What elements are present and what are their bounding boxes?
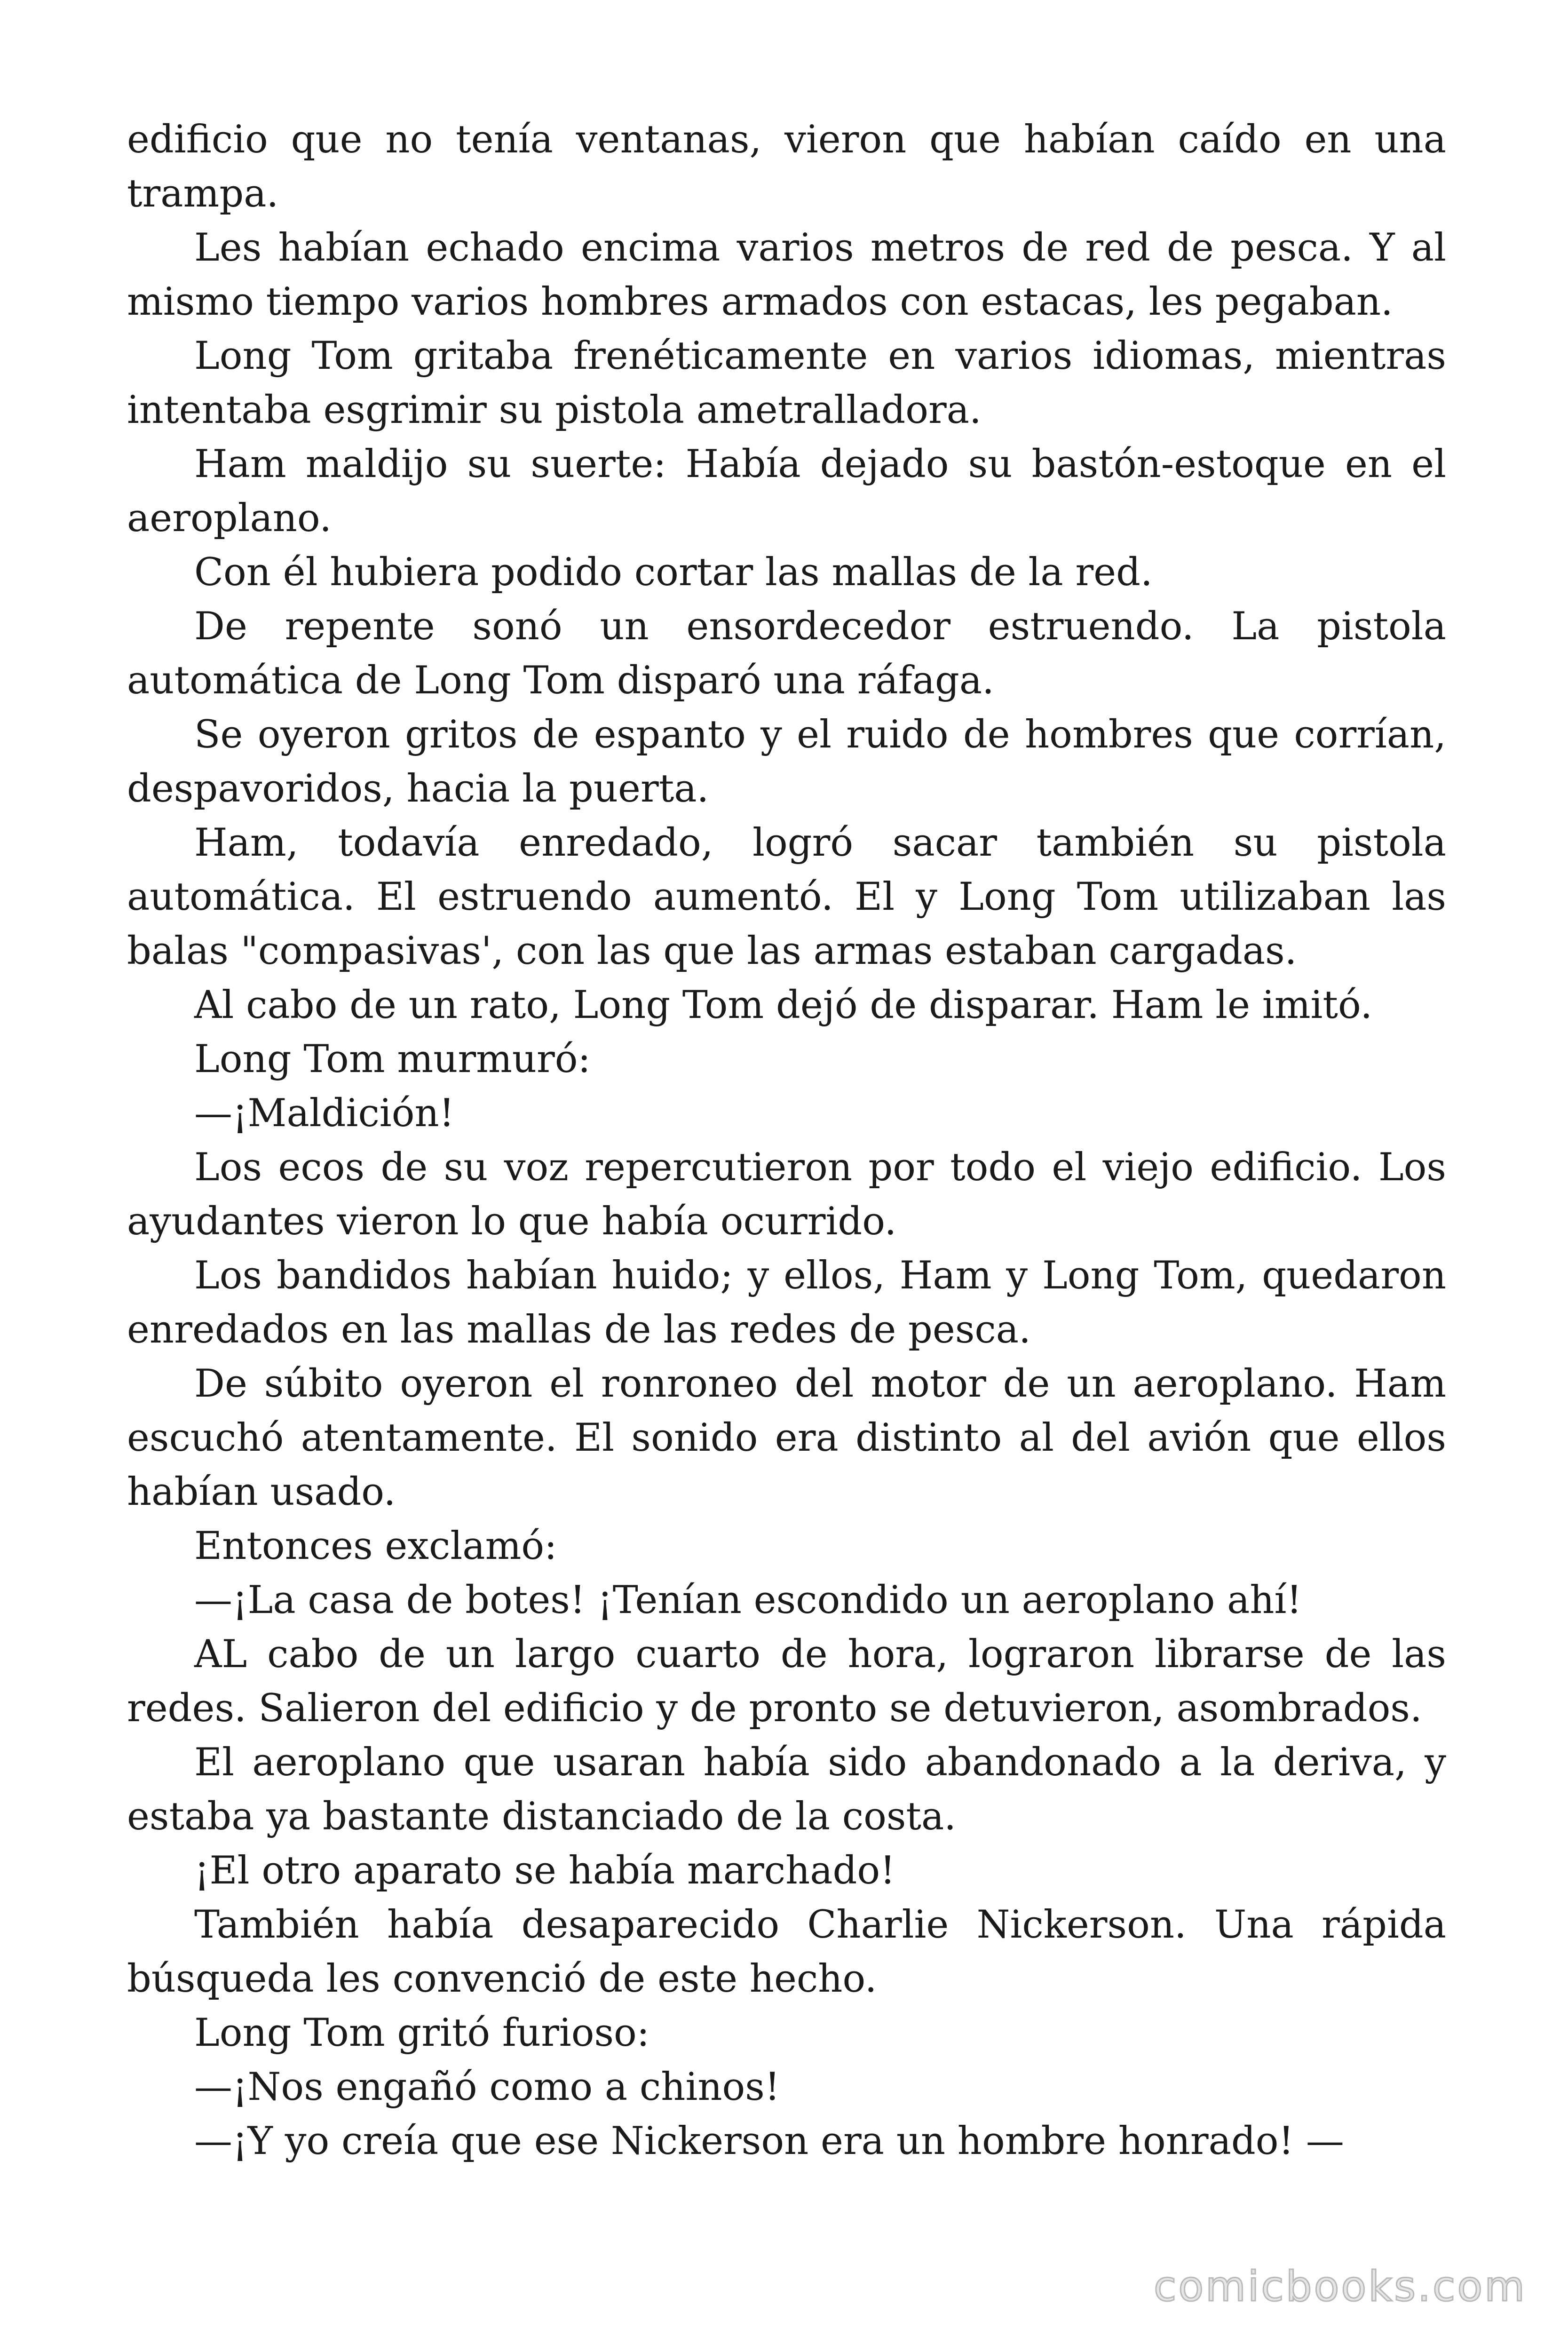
paragraph-16: —¡La casa de botes! ¡Tenían escondido un aeroplano ahí! (194, 1578, 1302, 1622)
paragraph-22: —¡Nos engañó como a chinos! (194, 2065, 780, 2109)
paragraph-8: Ham, todavía enredado, logró sacar también su pistola automática. El estruendo aumentó. El y Long Tom utilizaban las balas "compasivas', con las que las armas estaban cargadas. (127, 821, 1446, 973)
paragraph-1: edificio que no tenía ventanas, vieron que habían caído en una trampa. (127, 118, 1446, 216)
paragraph-23: —¡Y yo creía que ese Nickerson era un hombre honrado! — (194, 2119, 1344, 2163)
paragraph-10: Long Tom murmuró: (194, 1037, 591, 1081)
page-text (127, 113, 1446, 2169)
paragraph-17: AL cabo de un largo cuarto de hora, lograron librarse de las redes. Salieron del edificio y de pronto se detuvieron, asombrados. (127, 1632, 1446, 1731)
paragraph-19: ¡El otro aparato se había marchado! (194, 1849, 895, 1893)
watermark: comicbooks.com (1153, 2262, 1527, 2311)
paragraph-4: Ham maldijo su suerte: Había dejado su bastón-estoque en el aeroplano. (127, 442, 1446, 540)
paragraph-6: De repente sonó un ensordecedor estruendo. La pistola automática de Long Tom disparó una ráfaga. (127, 604, 1446, 703)
paragraph-3: Long Tom gritaba frenéticamente en varios idiomas, mientras intentaba esgrimir su pistola ametralladora. (127, 334, 1446, 432)
paragraph-11: —¡Maldición! (194, 1091, 455, 1136)
paragraph-18: El aeroplano que usaran había sido abandonado a la deriva, y estaba ya bastante distanciado de la costa. (127, 1740, 1446, 1839)
paragraph-7: Se oyeron gritos de espanto y el ruido de hombres que corrían, despavoridos, hacia la puerta. (127, 713, 1446, 811)
paragraph-12: Los ecos de su voz repercutieron por todo el viejo edificio. Los ayudantes vieron lo que había ocurrido. (127, 1145, 1446, 1244)
paragraph-15: Entonces exclamó: (194, 1524, 557, 1568)
paragraph-21: Long Tom gritó furioso: (194, 2011, 650, 2055)
paragraph-20: También había desaparecido Charlie Nickerson. Una rápida búsqueda les convenció de este hecho. (127, 1903, 1446, 2001)
paragraph-14: De súbito oyeron el ronroneo del motor de un aeroplano. Ham escuchó atentamente. El sonido era distinto al del avión que ellos habían usado. (127, 1362, 1446, 1514)
paragraph-2: Les habían echado encima varios metros de red de pesca. Y al mismo tiempo varios hombres armados con estacas, les pegaban. (127, 226, 1446, 324)
paragraph-5: Con él hubiera podido cortar las mallas de la red. (194, 550, 1153, 595)
paragraph-13: Los bandidos habían huido; y ellos, Ham y Long Tom, quedaron enredados en las mallas de las redes de pesca. (127, 1254, 1446, 1352)
paragraph-9: Al cabo de un rato, Long Tom dejó de disparar. Ham le imitó. (194, 983, 1373, 1027)
